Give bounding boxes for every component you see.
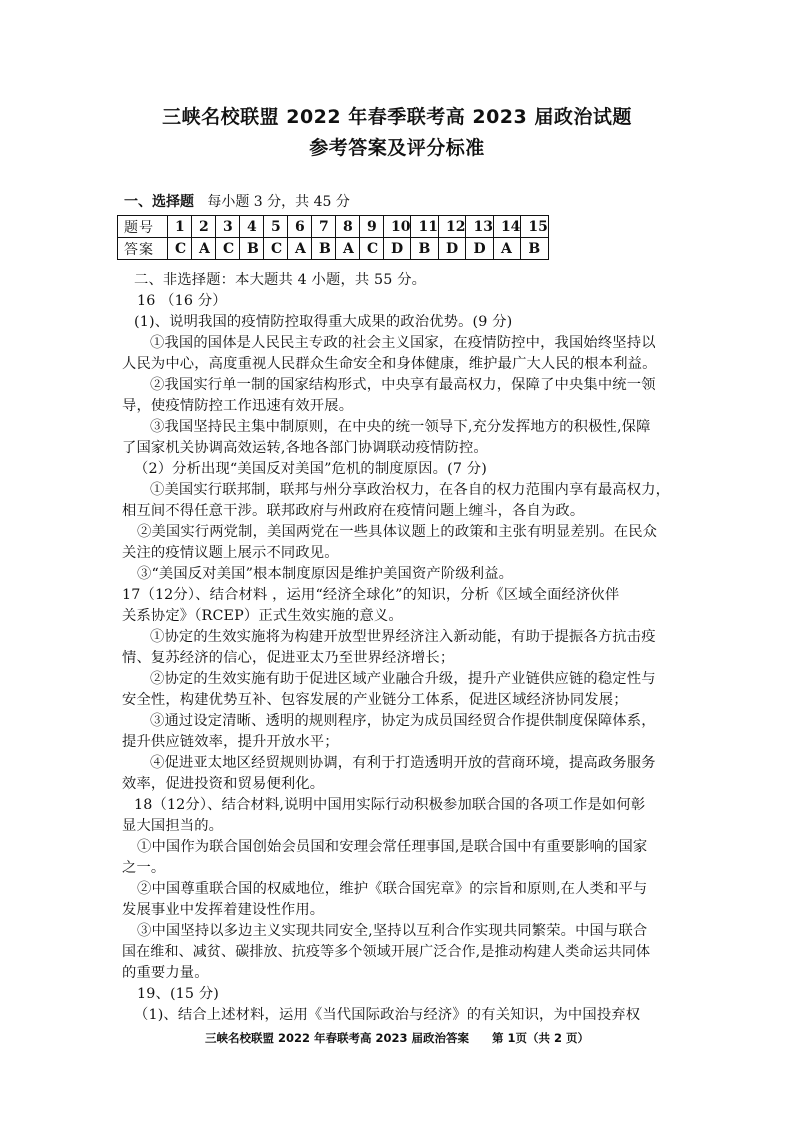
answer-text-line: 情、复苏经济的信心，促进亚太乃至世界经济增长； [122,650,455,666]
answer-text-line: ②协定的生效实施有助于促进区域产业融合升级，提升产业链供应链的稳定性与 [150,671,656,687]
answer-cell: C [168,238,192,260]
question-number: 10 [384,216,411,238]
answer-cell: A [336,238,360,260]
question-17-heading-cont: 关系协定》（RCEP）正式生效实施的意义。 [122,608,403,624]
answer-text-line: 效率，促进投资和贸易便利化。 [122,776,325,792]
answer-text-line: ①协定的生效实施将为构建开放型世界经济注入新动能，有助于提振各方抗击疫 [150,629,656,645]
answer-table-number-row [118,216,549,238]
question-18-heading: 18（12分）、结合材料,说明中国用实际行动积极参加联合国的各项工作是如何彰 [134,797,646,813]
question-number: 8 [336,216,360,238]
row-label: 答案 [118,238,168,260]
answer-table [117,215,549,260]
answer-cell: D [466,238,493,260]
question-number: 7 [312,216,336,238]
question-number: 4 [240,216,264,238]
answer-text-line: ③中国坚持以多边主义实现共同安全,坚持以互利合作实现共同繁荣。中国与联合 [137,923,648,939]
question-16-heading: 16 （16 分） [137,293,227,309]
question-number: 9 [360,216,384,238]
row-label: 题号 [118,216,168,238]
question-number: 14 [493,216,520,238]
question-18-heading-cont: 显大国担当的。 [122,818,224,834]
question-19-heading: 19、(15 分) [137,986,220,1002]
answer-text-line: 提升供应链效率，提升开放水平； [122,734,339,750]
answer-text-line: 之一。 [122,860,166,876]
page-footer: 三峡名校联盟 2022 年春联考高 2023 届政治答案 第 1页（共 2 页） [204,1031,590,1045]
answer-text-line: ②中国尊重联合国的权威地位，维护《联合国宪章》的宗旨和原则,在人类和平与 [137,881,648,897]
answer-text-line: 关注的疫情议题上展示不同政见。 [122,545,339,561]
question-number: 6 [288,216,312,238]
answer-text-line: ③我国坚持民主集中制原则，在中央的统一领导下,充分发挥地方的积极性,保障 [150,419,651,435]
section-2-heading: 二、非选择题：本大题共 4 小题，共 55 分。 [134,272,427,288]
document-subtitle: 参考答案及评分标准 [309,137,485,159]
document-title: 三峡名校联盟 2022 年春季联考高 2023 届政治试题 [162,106,632,128]
answer-cell: A [192,238,216,260]
answer-table-answer-row [118,238,549,260]
question-16-part-2: （2）分析出现“美国反对美国”危机的制度原因。(7 分) [134,461,487,477]
answer-cell: B [240,238,264,260]
answer-cell: A [493,238,520,260]
answer-text-line: 相互间不得任意干涉。联邦政府与州政府在疫情问题上缠斗，各自为政。 [122,503,585,519]
answer-cell: D [438,238,465,260]
answer-cell: C [216,238,240,260]
answer-text-line: 发展事业中发挥着建设性作用。 [122,902,325,918]
section-1-title: 一、选择题 [124,194,194,210]
section-1-note: 每小题 3 分，共 45 分 [207,194,350,210]
answer-text-line: 导，使疫情防控工作迅速有效开展。 [122,398,354,414]
question-number: 1 [168,216,192,238]
answer-text-line: 的重要力量。 [122,965,209,981]
answer-text-line: ①中国作为联合国创始会员国和安理会常任理事国,是联合国中有重要影响的国家 [137,839,648,855]
question-number: 5 [264,216,288,238]
answer-cell: C [264,238,288,260]
answer-text-line: ③“美国反对美国”根本制度原因是维护美国资产阶级利益。 [137,566,514,582]
answer-cell: B [312,238,336,260]
answer-text-line: ④促进亚太地区经贸规则协调，有利于打造透明开放的营商环境，提高政务服务 [150,755,656,771]
question-17-heading: 17（12分）、结合材料 ，运用“经济全球化”的知识，分析《区域全面经济伙伴 [122,587,620,603]
section-1-heading [124,191,350,211]
question-number: 15 [521,216,548,238]
answer-text-line: ①我国的国体是人民民主专政的社会主义国家，在疫情防控中，我国始终坚持以 [150,335,656,351]
question-number: 3 [216,216,240,238]
answer-cell: D [384,238,411,260]
answer-cell: B [521,238,548,260]
answer-cell: C [360,238,384,260]
question-number: 13 [466,216,493,238]
question-16-part-1: (1)、说明我国的疫情防控取得重大成果的政治优势。(9 分) [134,314,513,330]
answer-text-line: ①美国实行联邦制，联邦与州分享政治权力，在各自的权力范围内享有最高权力， [150,482,671,498]
answer-text-line: ②美国实行两党制，美国两党在一些具体议题上的政策和主张有明显差别。在民众 [137,524,658,540]
answer-text-line: 了国家机关协调高效运转,各地各部门协调联动疫情防控。 [122,440,488,456]
answer-cell: B [411,238,438,260]
question-number: 11 [411,216,438,238]
answer-text-line: ③通过设定清晰、透明的规则程序，协定为成员国经贸合作提供制度保障体系， [150,713,656,729]
answer-cell: A [288,238,312,260]
answer-text-line: 安全性，构建优势互补、包容发展的产业链分工体系，促进区域经济协同发展； [122,692,628,708]
question-19-part-1: （1)、结合上述材料，运用《当代国际政治与经济》的有关知识，为中国投弃权 [134,1007,641,1023]
answer-text-line: 国在维和、减贫、碳排放、抗疫等多个领域开展广泛合作,是推动构建人类命运共同体 [122,944,651,960]
question-number: 12 [438,216,465,238]
answer-text-line: 人民为中心，高度重视人民群众生命安全和身体健康，维护最广大人民的根本利益。 [122,356,657,372]
question-number: 2 [192,216,216,238]
answer-text-line: ②我国实行单一制的国家结构形式，中央享有最高权力，保障了中央集中统一领 [150,377,656,393]
